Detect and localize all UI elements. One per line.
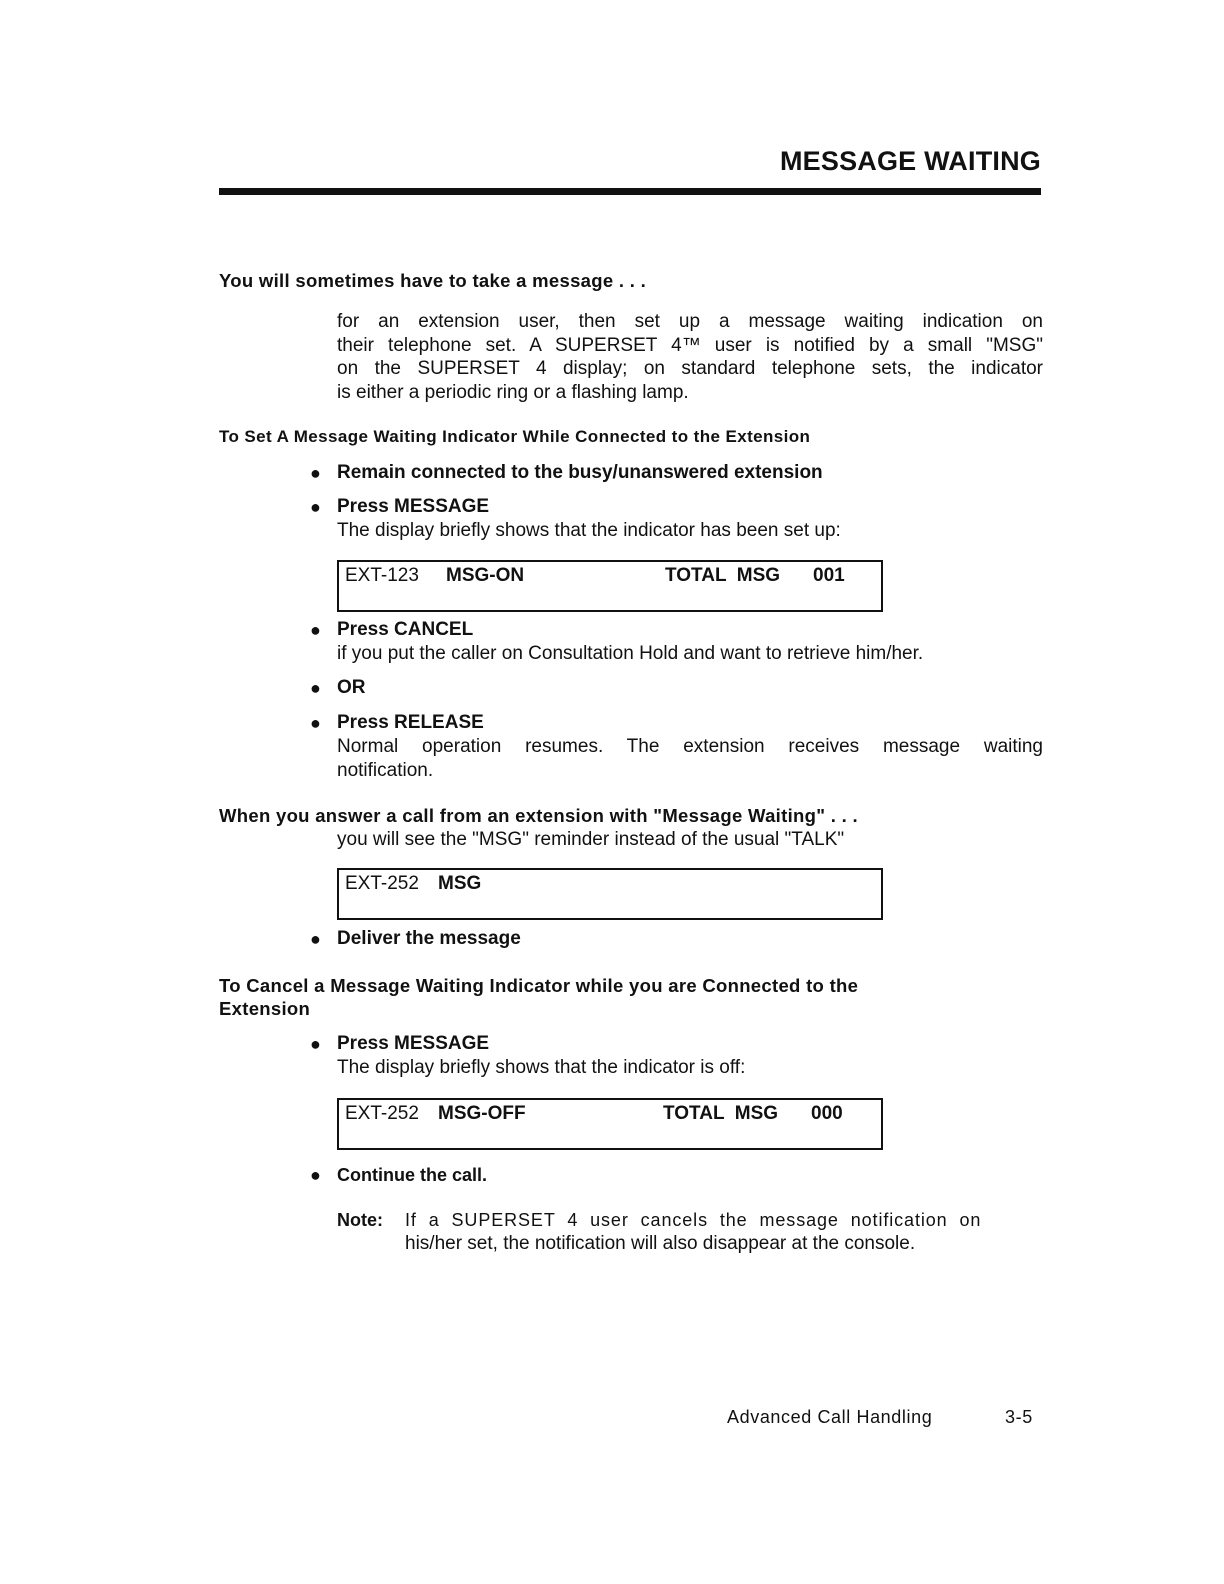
cancel-heading-line: Extension	[219, 998, 311, 1019]
display-status: MSG-ON	[446, 565, 525, 586]
display-extension: EXT-252	[345, 1103, 419, 1124]
note-label: Note:	[337, 1210, 383, 1230]
display-status: MSG-OFF	[438, 1103, 526, 1124]
footer-section: Advanced Call Handling	[727, 1407, 933, 1427]
display-total-label: TOTAL MSG	[663, 1103, 779, 1124]
bullet-description: notification.	[337, 760, 434, 781]
display-status: MSG	[438, 873, 482, 894]
bullet-icon: ●	[310, 713, 321, 733]
bullet-text: Deliver the message	[337, 928, 521, 949]
page-number: 3-5	[1005, 1407, 1033, 1427]
display-total-label: TOTAL MSG	[665, 565, 781, 586]
display-screen	[337, 560, 883, 612]
display-screen	[337, 1098, 883, 1150]
intro-paragraph	[337, 310, 1043, 404]
bullet-title: Press CANCEL	[337, 619, 474, 640]
display-total-value: 001	[813, 565, 845, 586]
cancel-section-heading	[219, 974, 858, 1020]
intro-heading: You will sometimes have to take a message . . .	[219, 270, 647, 291]
bullet-title: Press RELEASE	[337, 712, 484, 733]
note-line: his/her set, the notification will also disappear at the console.	[405, 1233, 916, 1254]
intro-line: their telephone set. A SUPERSET 4™ user is notified by a small "MSG"	[337, 334, 1043, 356]
bullet-icon: ●	[310, 620, 321, 640]
title-rule	[219, 188, 1041, 195]
bullet-description: The display briefly shows that the indicator has been set up:	[337, 520, 841, 541]
answer-section-text: you will see the "MSG" reminder instead of the usual "TALK"	[337, 829, 845, 850]
display-screen	[337, 868, 883, 920]
bullet-text: Continue the call.	[337, 1165, 488, 1185]
bullet-icon: ●	[310, 929, 321, 949]
display-total-value: 000	[811, 1103, 843, 1124]
page-title: MESSAGE WAITING	[779, 146, 1041, 176]
bullet-text: OR	[337, 677, 366, 698]
intro-line: on the SUPERSET 4 display; on standard telephone sets, the indicator	[337, 358, 1043, 379]
cancel-heading-line: To Cancel a Message Waiting Indicator while you are Connected to the	[219, 975, 859, 996]
intro-line: for an extension user, then set up a message waiting indication on	[337, 311, 1043, 332]
note-line: If a SUPERSET 4 user cancels the message notification on	[405, 1210, 982, 1230]
bullet-icon: ●	[310, 1034, 321, 1054]
answer-section-heading: When you answer a call from an extension with "Message Waiting" . . .	[219, 805, 858, 826]
bullet-title: Press MESSAGE	[337, 496, 490, 517]
intro-line: is either a periodic ring or a flashing lamp.	[337, 381, 689, 403]
display-extension: EXT-252	[345, 873, 419, 894]
bullet-description: Normal operation resumes. The extension receives message waiting	[337, 736, 1043, 757]
note	[337, 1208, 982, 1254]
bullet-icon: ●	[310, 463, 321, 483]
display-extension: EXT-123	[345, 565, 419, 586]
bullet-description: The display briefly shows that the indicator is off:	[337, 1057, 746, 1078]
bullet-icon: ●	[310, 1165, 321, 1185]
bullet-icon: ●	[310, 497, 321, 517]
bullet-title: Press MESSAGE	[337, 1033, 490, 1054]
bullet-text: Remain connected to the busy/unanswered extension	[337, 462, 823, 483]
bullet-icon: ●	[310, 678, 321, 698]
set-section-heading: To Set A Message Waiting Indicator While Connected to the Extension	[219, 427, 811, 446]
bullet-description: if you put the caller on Consultation Hold and want to retrieve him/her.	[337, 643, 924, 664]
